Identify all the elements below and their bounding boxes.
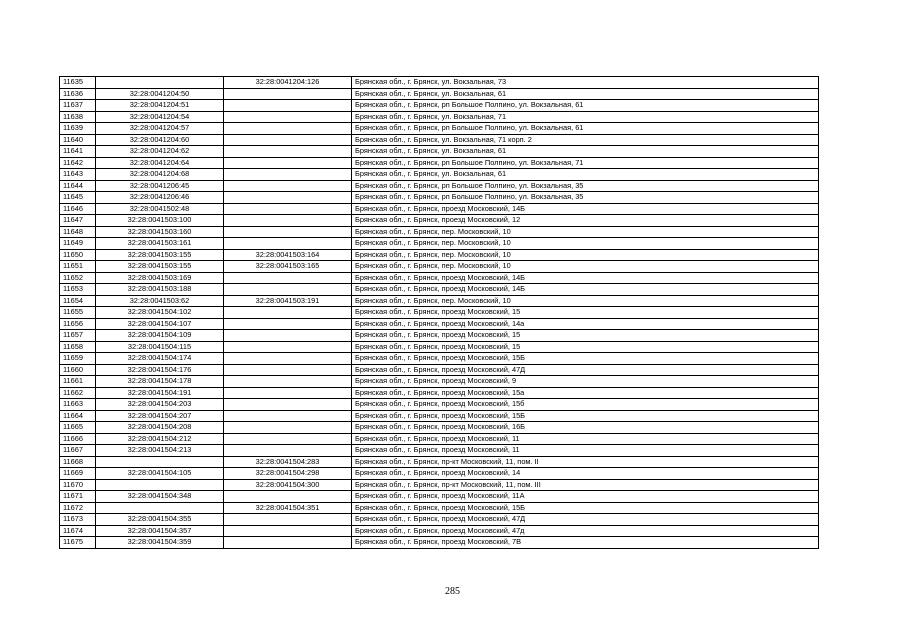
cadastral-number-object: 32:28:0041503:164 bbox=[224, 249, 352, 261]
cadastral-number-parcel bbox=[96, 502, 224, 514]
property-registry-table bbox=[59, 76, 819, 549]
row-number: 11666 bbox=[60, 433, 96, 445]
table-row bbox=[60, 249, 819, 261]
cadastral-number-parcel: 32:28:0041504:208 bbox=[96, 422, 224, 434]
cadastral-number-parcel: 32:28:0041504:355 bbox=[96, 514, 224, 526]
cadastral-number-parcel: 32:28:0041504:348 bbox=[96, 491, 224, 503]
address-cell: Брянская обл., г. Брянск, рп Большое Полпино, ул. Вокзальная, 61 bbox=[352, 123, 819, 135]
row-number: 11636 bbox=[60, 88, 96, 100]
cadastral-number-object bbox=[224, 341, 352, 353]
table-row bbox=[60, 468, 819, 480]
cadastral-number-parcel: 32:28:0041204:50 bbox=[96, 88, 224, 100]
cadastral-number-object bbox=[224, 399, 352, 411]
address-cell: Брянская обл., г. Брянск, ул. Вокзальная, 71 bbox=[352, 111, 819, 123]
address-cell: Брянская обл., г. Брянск, проезд Московский, 9 bbox=[352, 376, 819, 388]
table-row bbox=[60, 203, 819, 215]
table-row bbox=[60, 410, 819, 422]
cadastral-number-parcel: 32:28:0041504:357 bbox=[96, 525, 224, 537]
address-cell: Брянская обл., г. Брянск, проезд Московский, 47Д bbox=[352, 364, 819, 376]
address-cell: Брянская обл., г. Брянск, проезд Московский, 14 bbox=[352, 468, 819, 480]
cadastral-number-parcel: 32:28:0041503:160 bbox=[96, 226, 224, 238]
cadastral-number-object bbox=[224, 525, 352, 537]
row-number: 11643 bbox=[60, 169, 96, 181]
address-cell: Брянская обл., г. Брянск, пр-кт Московский, 11, пом. II bbox=[352, 456, 819, 468]
row-number: 11642 bbox=[60, 157, 96, 169]
address-cell: Брянская обл., г. Брянск, рп Большое Полпино, ул. Вокзальная, 61 bbox=[352, 100, 819, 112]
address-cell: Брянская обл., г. Брянск, пер. Московский, 10 bbox=[352, 249, 819, 261]
cadastral-number-object bbox=[224, 376, 352, 388]
table-row bbox=[60, 295, 819, 307]
cadastral-number-object bbox=[224, 169, 352, 181]
row-number: 11662 bbox=[60, 387, 96, 399]
cadastral-number-object bbox=[224, 100, 352, 112]
cadastral-number-parcel: 32:28:0041503:188 bbox=[96, 284, 224, 296]
row-number: 11654 bbox=[60, 295, 96, 307]
table-row bbox=[60, 111, 819, 123]
cadastral-number-object bbox=[224, 410, 352, 422]
cadastral-number-parcel: 32:28:0041502:48 bbox=[96, 203, 224, 215]
address-cell: Брянская обл., г. Брянск, проезд Московский, 47Д bbox=[352, 514, 819, 526]
row-number: 11671 bbox=[60, 491, 96, 503]
address-cell: Брянская обл., г. Брянск, рп Большое Полпино, ул. Вокзальная, 35 bbox=[352, 180, 819, 192]
table-row bbox=[60, 399, 819, 411]
cadastral-number-parcel: 32:28:0041504:191 bbox=[96, 387, 224, 399]
cadastral-number-parcel: 32:28:0041204:64 bbox=[96, 157, 224, 169]
cadastral-number-parcel: 32:28:0041204:51 bbox=[96, 100, 224, 112]
address-cell: Брянская обл., г. Брянск, рп Большое Полпино, ул. Вокзальная, 35 bbox=[352, 192, 819, 204]
cadastral-number-object bbox=[224, 445, 352, 457]
cadastral-number-parcel: 32:28:0041206:45 bbox=[96, 180, 224, 192]
cadastral-number-parcel: 32:28:0041504:174 bbox=[96, 353, 224, 365]
table-row bbox=[60, 387, 819, 399]
cadastral-number-object bbox=[224, 134, 352, 146]
row-number: 11656 bbox=[60, 318, 96, 330]
table-row bbox=[60, 433, 819, 445]
row-number: 11650 bbox=[60, 249, 96, 261]
cadastral-number-parcel: 32:28:0041204:62 bbox=[96, 146, 224, 158]
table-row bbox=[60, 341, 819, 353]
row-number: 11660 bbox=[60, 364, 96, 376]
table-row bbox=[60, 353, 819, 365]
cadastral-number-object bbox=[224, 330, 352, 342]
row-number: 11649 bbox=[60, 238, 96, 250]
row-number: 11645 bbox=[60, 192, 96, 204]
table-row bbox=[60, 491, 819, 503]
address-cell: Брянская обл., г. Брянск, проезд Московский, 15 bbox=[352, 330, 819, 342]
cadastral-number-object bbox=[224, 318, 352, 330]
cadastral-number-object bbox=[224, 491, 352, 503]
cadastral-number-parcel: 32:28:0041204:54 bbox=[96, 111, 224, 123]
address-cell: Брянская обл., г. Брянск, проезд Московский, 14Б bbox=[352, 203, 819, 215]
table-row bbox=[60, 376, 819, 388]
table-row bbox=[60, 307, 819, 319]
table-row bbox=[60, 537, 819, 549]
cadastral-number-object: 32:28:0041503:191 bbox=[224, 295, 352, 307]
row-number: 11674 bbox=[60, 525, 96, 537]
cadastral-number-parcel bbox=[96, 77, 224, 89]
row-number: 11672 bbox=[60, 502, 96, 514]
row-number: 11652 bbox=[60, 272, 96, 284]
address-cell: Брянская обл., г. Брянск, пер. Московский, 10 bbox=[352, 238, 819, 250]
address-cell: Брянская обл., г. Брянск, ул. Вокзальная, 73 bbox=[352, 77, 819, 89]
cadastral-number-parcel: 32:28:0041503:155 bbox=[96, 249, 224, 261]
table-row bbox=[60, 330, 819, 342]
address-cell: Брянская обл., г. Брянск, проезд Московский, 15б bbox=[352, 399, 819, 411]
cadastral-number-object bbox=[224, 272, 352, 284]
address-cell: Брянская обл., г. Брянск, проезд Московский, 14Б bbox=[352, 272, 819, 284]
row-number: 11670 bbox=[60, 479, 96, 491]
cadastral-number-parcel: 32:28:0041503:169 bbox=[96, 272, 224, 284]
table-row bbox=[60, 77, 819, 89]
row-number: 11639 bbox=[60, 123, 96, 135]
row-number: 11658 bbox=[60, 341, 96, 353]
row-number: 11667 bbox=[60, 445, 96, 457]
table-row bbox=[60, 123, 819, 135]
cadastral-number-parcel: 32:28:0041504:176 bbox=[96, 364, 224, 376]
cadastral-number-object bbox=[224, 364, 352, 376]
row-number: 11648 bbox=[60, 226, 96, 238]
cadastral-number-parcel: 32:28:0041504:115 bbox=[96, 341, 224, 353]
address-cell: Брянская обл., г. Брянск, пер. Московский, 10 bbox=[352, 261, 819, 273]
row-number: 11646 bbox=[60, 203, 96, 215]
address-cell: Брянская обл., г. Брянск, проезд Московский, 7В bbox=[352, 537, 819, 549]
cadastral-number-parcel: 32:28:0041204:57 bbox=[96, 123, 224, 135]
cadastral-number-object bbox=[224, 157, 352, 169]
table-row bbox=[60, 502, 819, 514]
row-number: 11669 bbox=[60, 468, 96, 480]
cadastral-number-parcel: 32:28:0041503:161 bbox=[96, 238, 224, 250]
cadastral-number-object bbox=[224, 353, 352, 365]
cadastral-number-object bbox=[224, 146, 352, 158]
cadastral-number-object bbox=[224, 238, 352, 250]
cadastral-number-parcel: 32:28:0041504:212 bbox=[96, 433, 224, 445]
cadastral-number-parcel: 32:28:0041206:46 bbox=[96, 192, 224, 204]
row-number: 11638 bbox=[60, 111, 96, 123]
registry-table-body bbox=[60, 77, 819, 549]
address-cell: Брянская обл., г. Брянск, пер. Московский, 10 bbox=[352, 226, 819, 238]
cadastral-number-object bbox=[224, 387, 352, 399]
address-cell: Брянская обл., г. Брянск, проезд Московский, 16Б bbox=[352, 422, 819, 434]
cadastral-number-object bbox=[224, 123, 352, 135]
row-number: 11644 bbox=[60, 180, 96, 192]
page-number: 285 bbox=[445, 586, 460, 597]
table-row bbox=[60, 422, 819, 434]
table-row bbox=[60, 146, 819, 158]
cadastral-number-parcel: 32:28:0041504:109 bbox=[96, 330, 224, 342]
row-number: 11635 bbox=[60, 77, 96, 89]
cadastral-number-object bbox=[224, 284, 352, 296]
table-row bbox=[60, 192, 819, 204]
address-cell: Брянская обл., г. Брянск, проезд Московский, 12 bbox=[352, 215, 819, 227]
cadastral-number-object bbox=[224, 180, 352, 192]
cadastral-number-parcel bbox=[96, 456, 224, 468]
row-number: 11661 bbox=[60, 376, 96, 388]
table-row bbox=[60, 284, 819, 296]
address-cell: Брянская обл., г. Брянск, ул. Вокзальная, 61 bbox=[352, 169, 819, 181]
address-cell: Брянская обл., г. Брянск, пр-кт Московский, 11, пом. III bbox=[352, 479, 819, 491]
cadastral-number-object: 32:28:0041504:283 bbox=[224, 456, 352, 468]
cadastral-number-object bbox=[224, 111, 352, 123]
cadastral-number-object bbox=[224, 192, 352, 204]
table-row bbox=[60, 134, 819, 146]
table-row bbox=[60, 180, 819, 192]
cadastral-number-object bbox=[224, 422, 352, 434]
row-number: 11653 bbox=[60, 284, 96, 296]
row-number: 11664 bbox=[60, 410, 96, 422]
cadastral-number-object bbox=[224, 307, 352, 319]
row-number: 11637 bbox=[60, 100, 96, 112]
cadastral-number-parcel: 32:28:0041504:203 bbox=[96, 399, 224, 411]
cadastral-number-object: 32:28:0041204:126 bbox=[224, 77, 352, 89]
cadastral-number-object bbox=[224, 537, 352, 549]
cadastral-number-object: 32:28:0041503:165 bbox=[224, 261, 352, 273]
cadastral-number-parcel: 32:28:0041503:155 bbox=[96, 261, 224, 273]
address-cell: Брянская обл., г. Брянск, ул. Вокзальная, 71 корп. 2 bbox=[352, 134, 819, 146]
row-number: 11673 bbox=[60, 514, 96, 526]
table-row bbox=[60, 456, 819, 468]
cadastral-number-object: 32:28:0041504:300 bbox=[224, 479, 352, 491]
cadastral-number-object bbox=[224, 226, 352, 238]
row-number: 11665 bbox=[60, 422, 96, 434]
table-row bbox=[60, 525, 819, 537]
cadastral-number-parcel: 32:28:0041204:60 bbox=[96, 134, 224, 146]
cadastral-number-parcel: 32:28:0041504:102 bbox=[96, 307, 224, 319]
address-cell: Брянская обл., г. Брянск, рп Большое Полпино, ул. Вокзальная, 71 bbox=[352, 157, 819, 169]
table-row bbox=[60, 364, 819, 376]
table-row bbox=[60, 318, 819, 330]
address-cell: Брянская обл., г. Брянск, пер. Московский, 10 bbox=[352, 295, 819, 307]
row-number: 11647 bbox=[60, 215, 96, 227]
cadastral-number-object bbox=[224, 514, 352, 526]
address-cell: Брянская обл., г. Брянск, проезд Московский, 15Б bbox=[352, 353, 819, 365]
row-number: 11651 bbox=[60, 261, 96, 273]
cadastral-number-object bbox=[224, 433, 352, 445]
row-number: 11641 bbox=[60, 146, 96, 158]
cadastral-number-parcel: 32:28:0041504:178 bbox=[96, 376, 224, 388]
address-cell: Брянская обл., г. Брянск, проезд Московский, 14Б bbox=[352, 284, 819, 296]
cadastral-number-object: 32:28:0041504:351 bbox=[224, 502, 352, 514]
cadastral-number-parcel: 32:28:0041504:359 bbox=[96, 537, 224, 549]
cadastral-number-object: 32:28:0041504:298 bbox=[224, 468, 352, 480]
table-row bbox=[60, 157, 819, 169]
address-cell: Брянская обл., г. Брянск, проезд Московский, 15 bbox=[352, 341, 819, 353]
cadastral-number-object bbox=[224, 215, 352, 227]
cadastral-number-parcel: 32:28:0041504:105 bbox=[96, 468, 224, 480]
address-cell: Брянская обл., г. Брянск, проезд Московский, 47д bbox=[352, 525, 819, 537]
table-row bbox=[60, 88, 819, 100]
table-row bbox=[60, 215, 819, 227]
row-number: 11659 bbox=[60, 353, 96, 365]
address-cell: Брянская обл., г. Брянск, проезд Московский, 15 bbox=[352, 307, 819, 319]
table-row bbox=[60, 272, 819, 284]
address-cell: Брянская обл., г. Брянск, ул. Вокзальная, 61 bbox=[352, 88, 819, 100]
table-row bbox=[60, 445, 819, 457]
cadastral-number-parcel: 32:28:0041503:100 bbox=[96, 215, 224, 227]
row-number: 11675 bbox=[60, 537, 96, 549]
cadastral-number-object bbox=[224, 203, 352, 215]
cadastral-number-parcel: 32:28:0041504:107 bbox=[96, 318, 224, 330]
cadastral-number-object bbox=[224, 88, 352, 100]
cadastral-number-parcel: 32:28:0041204:68 bbox=[96, 169, 224, 181]
address-cell: Брянская обл., г. Брянск, проезд Московский, 15Б bbox=[352, 410, 819, 422]
row-number: 11657 bbox=[60, 330, 96, 342]
address-cell: Брянская обл., г. Брянск, проезд Московский, 11А bbox=[352, 491, 819, 503]
table-row bbox=[60, 100, 819, 112]
table-row bbox=[60, 238, 819, 250]
cadastral-number-parcel bbox=[96, 479, 224, 491]
table-row bbox=[60, 261, 819, 273]
table-row bbox=[60, 169, 819, 181]
address-cell: Брянская обл., г. Брянск, проезд Московский, 11 bbox=[352, 433, 819, 445]
table-row bbox=[60, 514, 819, 526]
table-row bbox=[60, 479, 819, 491]
address-cell: Брянская обл., г. Брянск, ул. Вокзальная, 61 bbox=[352, 146, 819, 158]
address-cell: Брянская обл., г. Брянск, проезд Московский, 11 bbox=[352, 445, 819, 457]
table-row bbox=[60, 226, 819, 238]
row-number: 11663 bbox=[60, 399, 96, 411]
address-cell: Брянская обл., г. Брянск, проезд Московский, 15а bbox=[352, 387, 819, 399]
address-cell: Брянская обл., г. Брянск, проезд Московский, 14а bbox=[352, 318, 819, 330]
cadastral-number-parcel: 32:28:0041504:213 bbox=[96, 445, 224, 457]
cadastral-number-parcel: 32:28:0041504:207 bbox=[96, 410, 224, 422]
row-number: 11640 bbox=[60, 134, 96, 146]
cadastral-number-parcel: 32:28:0041503:62 bbox=[96, 295, 224, 307]
address-cell: Брянская обл., г. Брянск, проезд Московский, 15Б bbox=[352, 502, 819, 514]
row-number: 11668 bbox=[60, 456, 96, 468]
row-number: 11655 bbox=[60, 307, 96, 319]
